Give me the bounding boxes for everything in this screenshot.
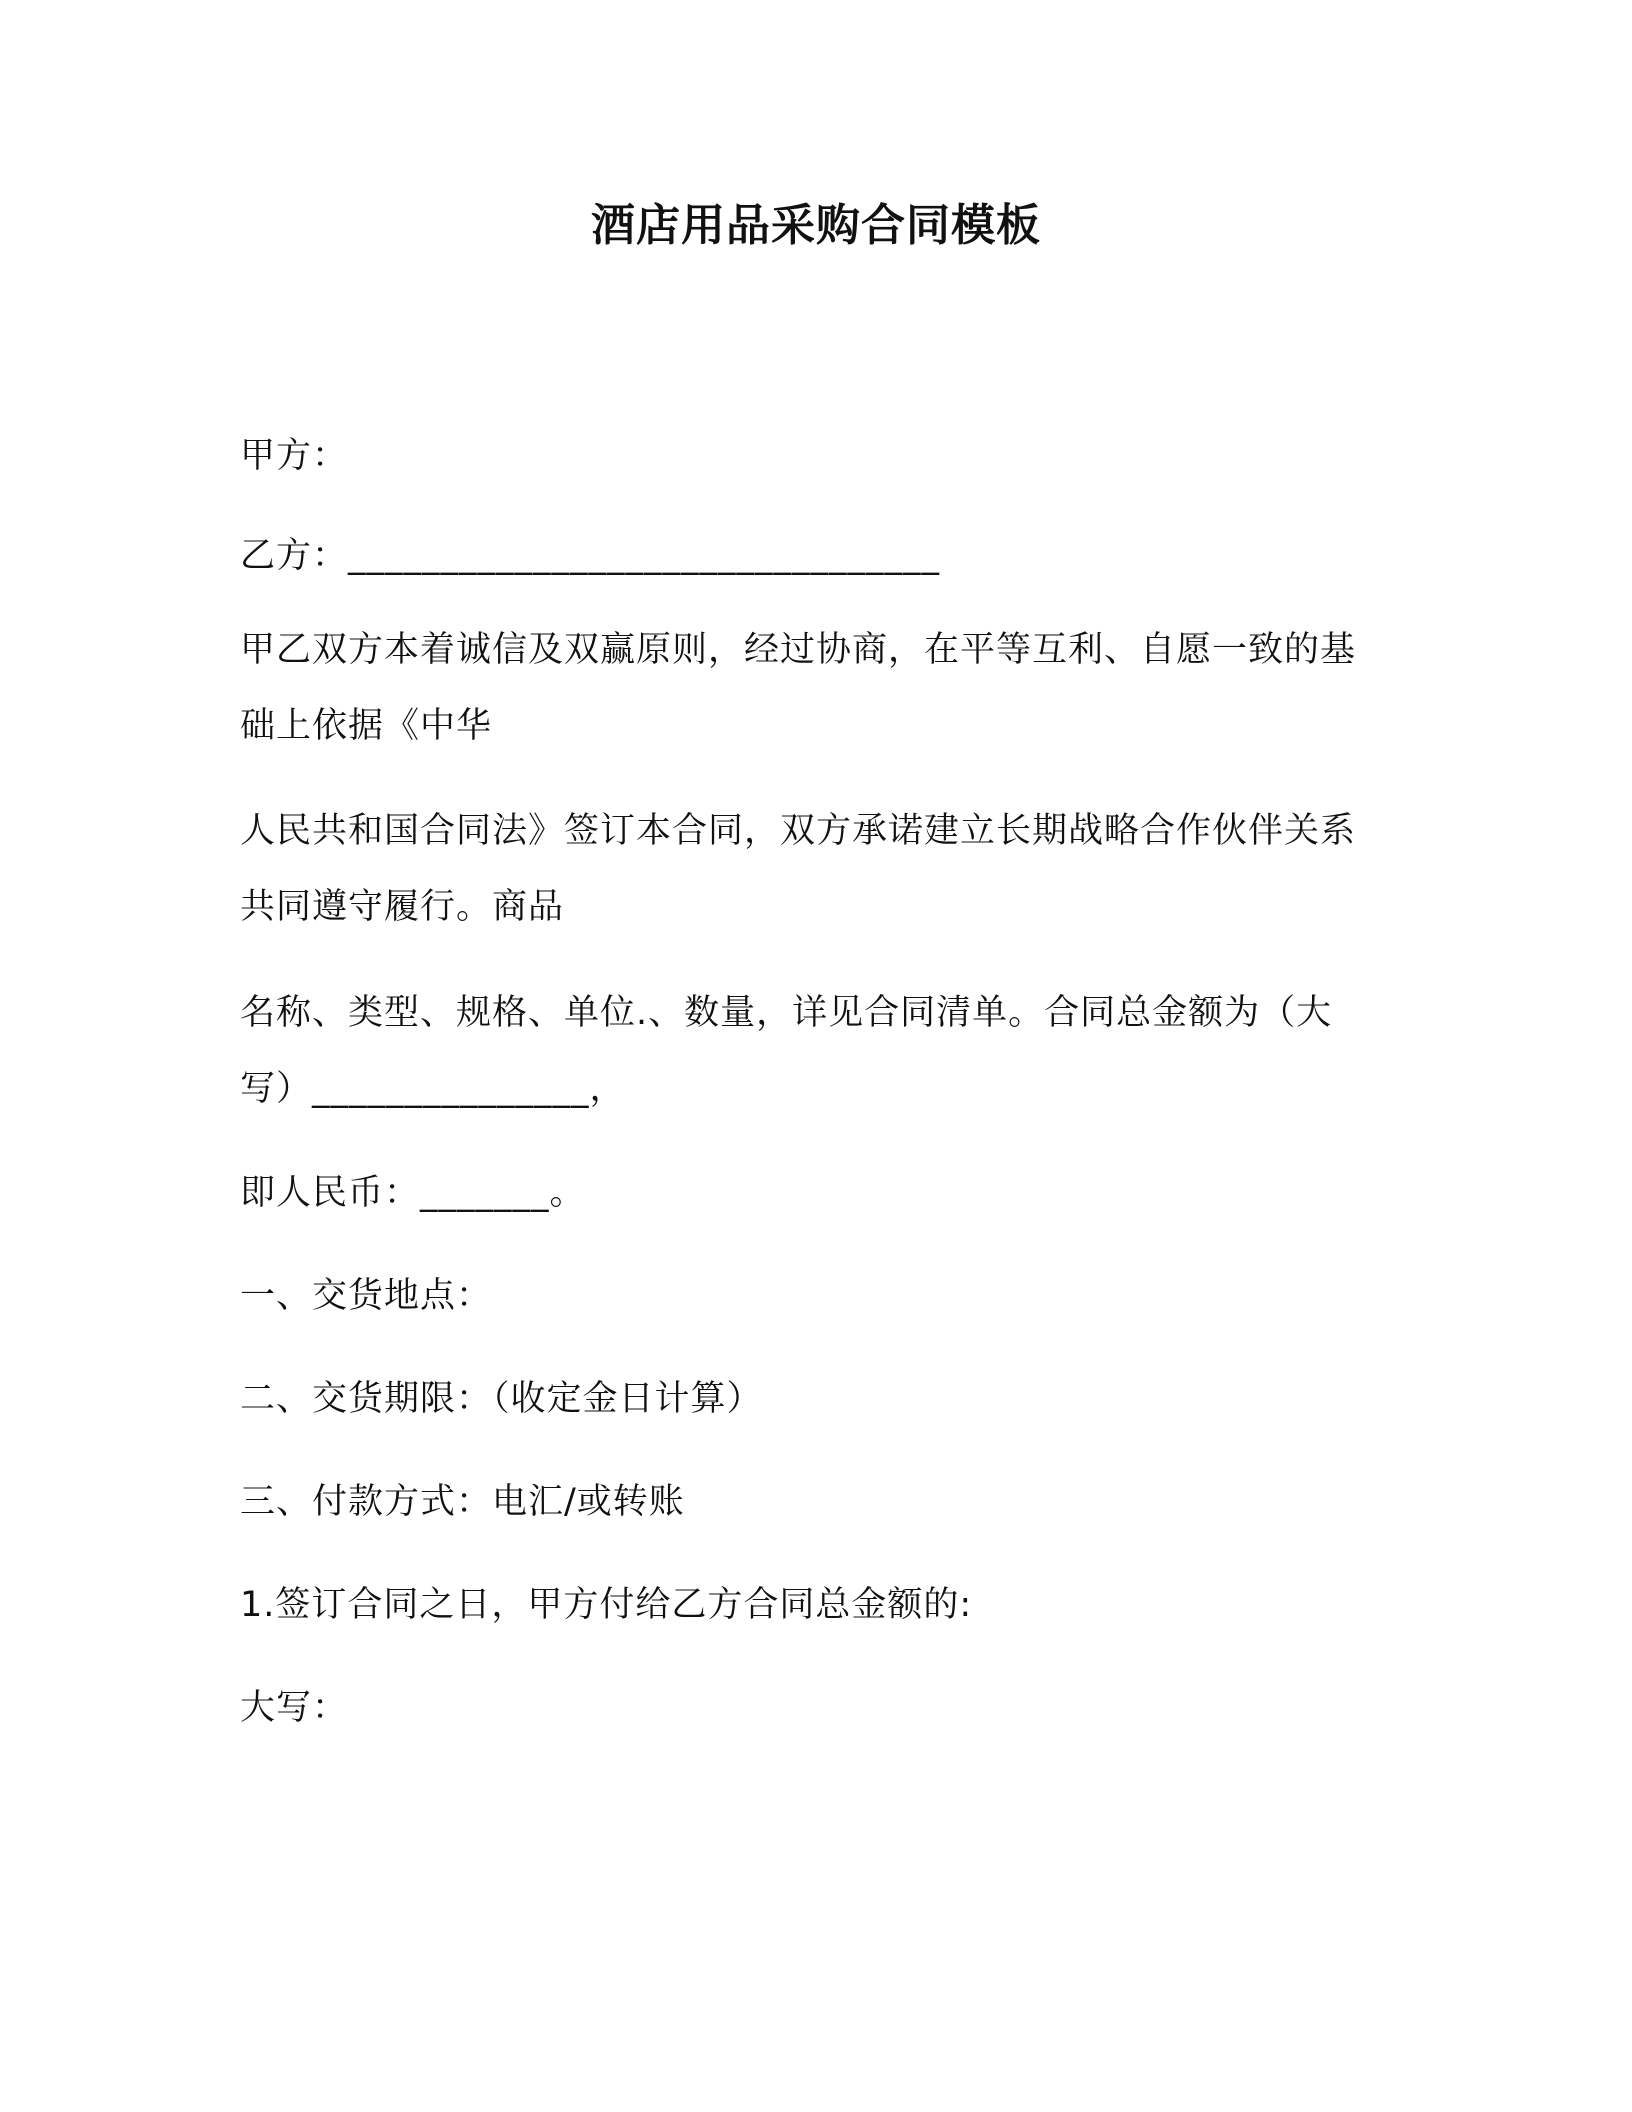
intro-paragraph-1: 甲乙双方本着诚信及双赢原则，经过协商，在平等互利、自愿一致的基础上依据《中华	[240, 630, 1357, 746]
uppercase-amount-line: 大写：	[240, 1688, 349, 1728]
document-title: 酒店用品采购合同模板	[591, 200, 1041, 251]
clause-delivery-deadline: 二、交货期限：（收定金日计算）	[240, 1379, 763, 1419]
clause-delivery-location: 一、交货地点：	[240, 1276, 493, 1316]
party-b-line: 乙方：________________________________	[240, 536, 941, 576]
payment-item-1: 1.签订合同之日，甲方付给乙方合同总金额的:	[240, 1585, 973, 1625]
clause-payment-method: 三、付款方式：电汇/或转账	[240, 1482, 685, 1522]
party-a-line: 甲方：	[240, 436, 349, 476]
intro-paragraph-3: 名称、类型、规格、单位.、数量，详见合同清单。合同总金额为（大写）_______________，	[240, 993, 1333, 1109]
rmb-amount-line: 即人民币：_______。	[240, 1173, 586, 1213]
intro-paragraph-2: 人民共和国合同法》签订本合同，双方承诺建立长期战略合作伙伴关系共同遵守履行。商品	[240, 811, 1357, 927]
